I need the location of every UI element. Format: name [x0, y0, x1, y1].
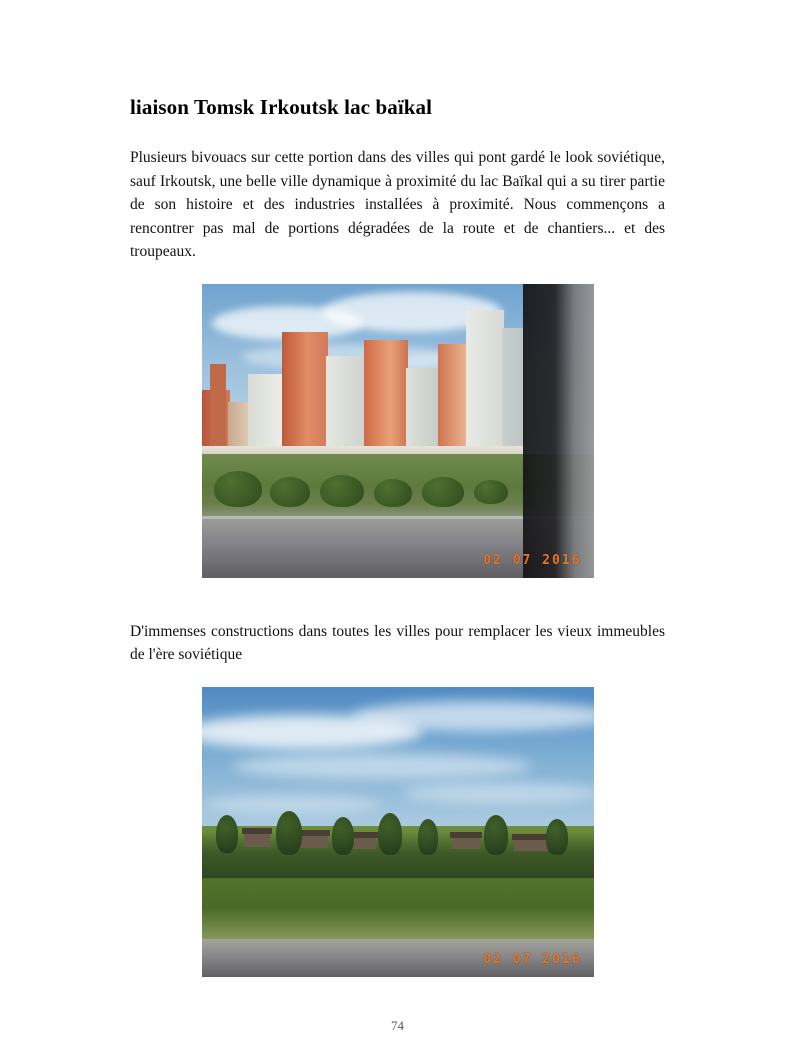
- cloud-shape: [232, 753, 532, 779]
- bush-shape: [270, 477, 310, 507]
- building-shape: [438, 344, 468, 460]
- cloud-shape: [352, 701, 594, 731]
- tree-shape: [484, 815, 508, 855]
- tree-shape: [276, 811, 302, 855]
- tree-shape: [418, 819, 438, 855]
- page-number: 74: [391, 1018, 404, 1033]
- bush-shape: [474, 480, 508, 504]
- paragraph-1: Plusieurs bivouacs sur cette portion dans des villes qui pont gardé le look soviétique, sauf Irkoutsk, une belle ville dynamique à proximité du lac Baïkal qui a su tirer partie de son histoire et des industries installées à proximité. Nous commençons a rencontrer pas mal de portions dégradées de la route et de chantiers... et des troupeaux.: [130, 149, 665, 260]
- bush-shape: [320, 475, 364, 507]
- cloud-shape: [402, 783, 594, 803]
- tree-shape: [546, 819, 568, 855]
- tree-shape: [216, 815, 238, 853]
- bush-shape: [214, 471, 262, 507]
- house-shape: [452, 837, 480, 849]
- photo-city-buildings: [202, 284, 594, 578]
- building-shape: [282, 332, 328, 460]
- tree-shape: [378, 813, 402, 855]
- cloud-shape: [202, 795, 382, 813]
- house-shape: [298, 835, 328, 848]
- bush-shape: [422, 477, 464, 507]
- bush-shape: [374, 479, 412, 507]
- figure-1: [130, 284, 665, 578]
- house-shape: [352, 837, 376, 849]
- building-shape: [364, 340, 408, 460]
- document-content: [130, 95, 665, 977]
- photo-date-stamp: 02 07 2016: [483, 552, 582, 568]
- house-shape: [244, 833, 270, 847]
- house-shape: [514, 839, 548, 851]
- paragraph-2: D'immenses constructions dans toutes les villes pour remplacer les vieux immeubles de l'ère soviétique: [130, 622, 665, 663]
- building-tall-shape: [466, 310, 504, 460]
- photo-date-stamp: 02 07 2016: [483, 951, 582, 967]
- window-frame-shadow: [523, 284, 594, 578]
- photo-countryside: [202, 687, 594, 977]
- tree-shape: [332, 817, 354, 855]
- building-shape: [326, 356, 366, 460]
- page-title: liaison Tomsk Irkoutsk lac baïkal: [130, 95, 433, 119]
- figure-2: [130, 687, 665, 977]
